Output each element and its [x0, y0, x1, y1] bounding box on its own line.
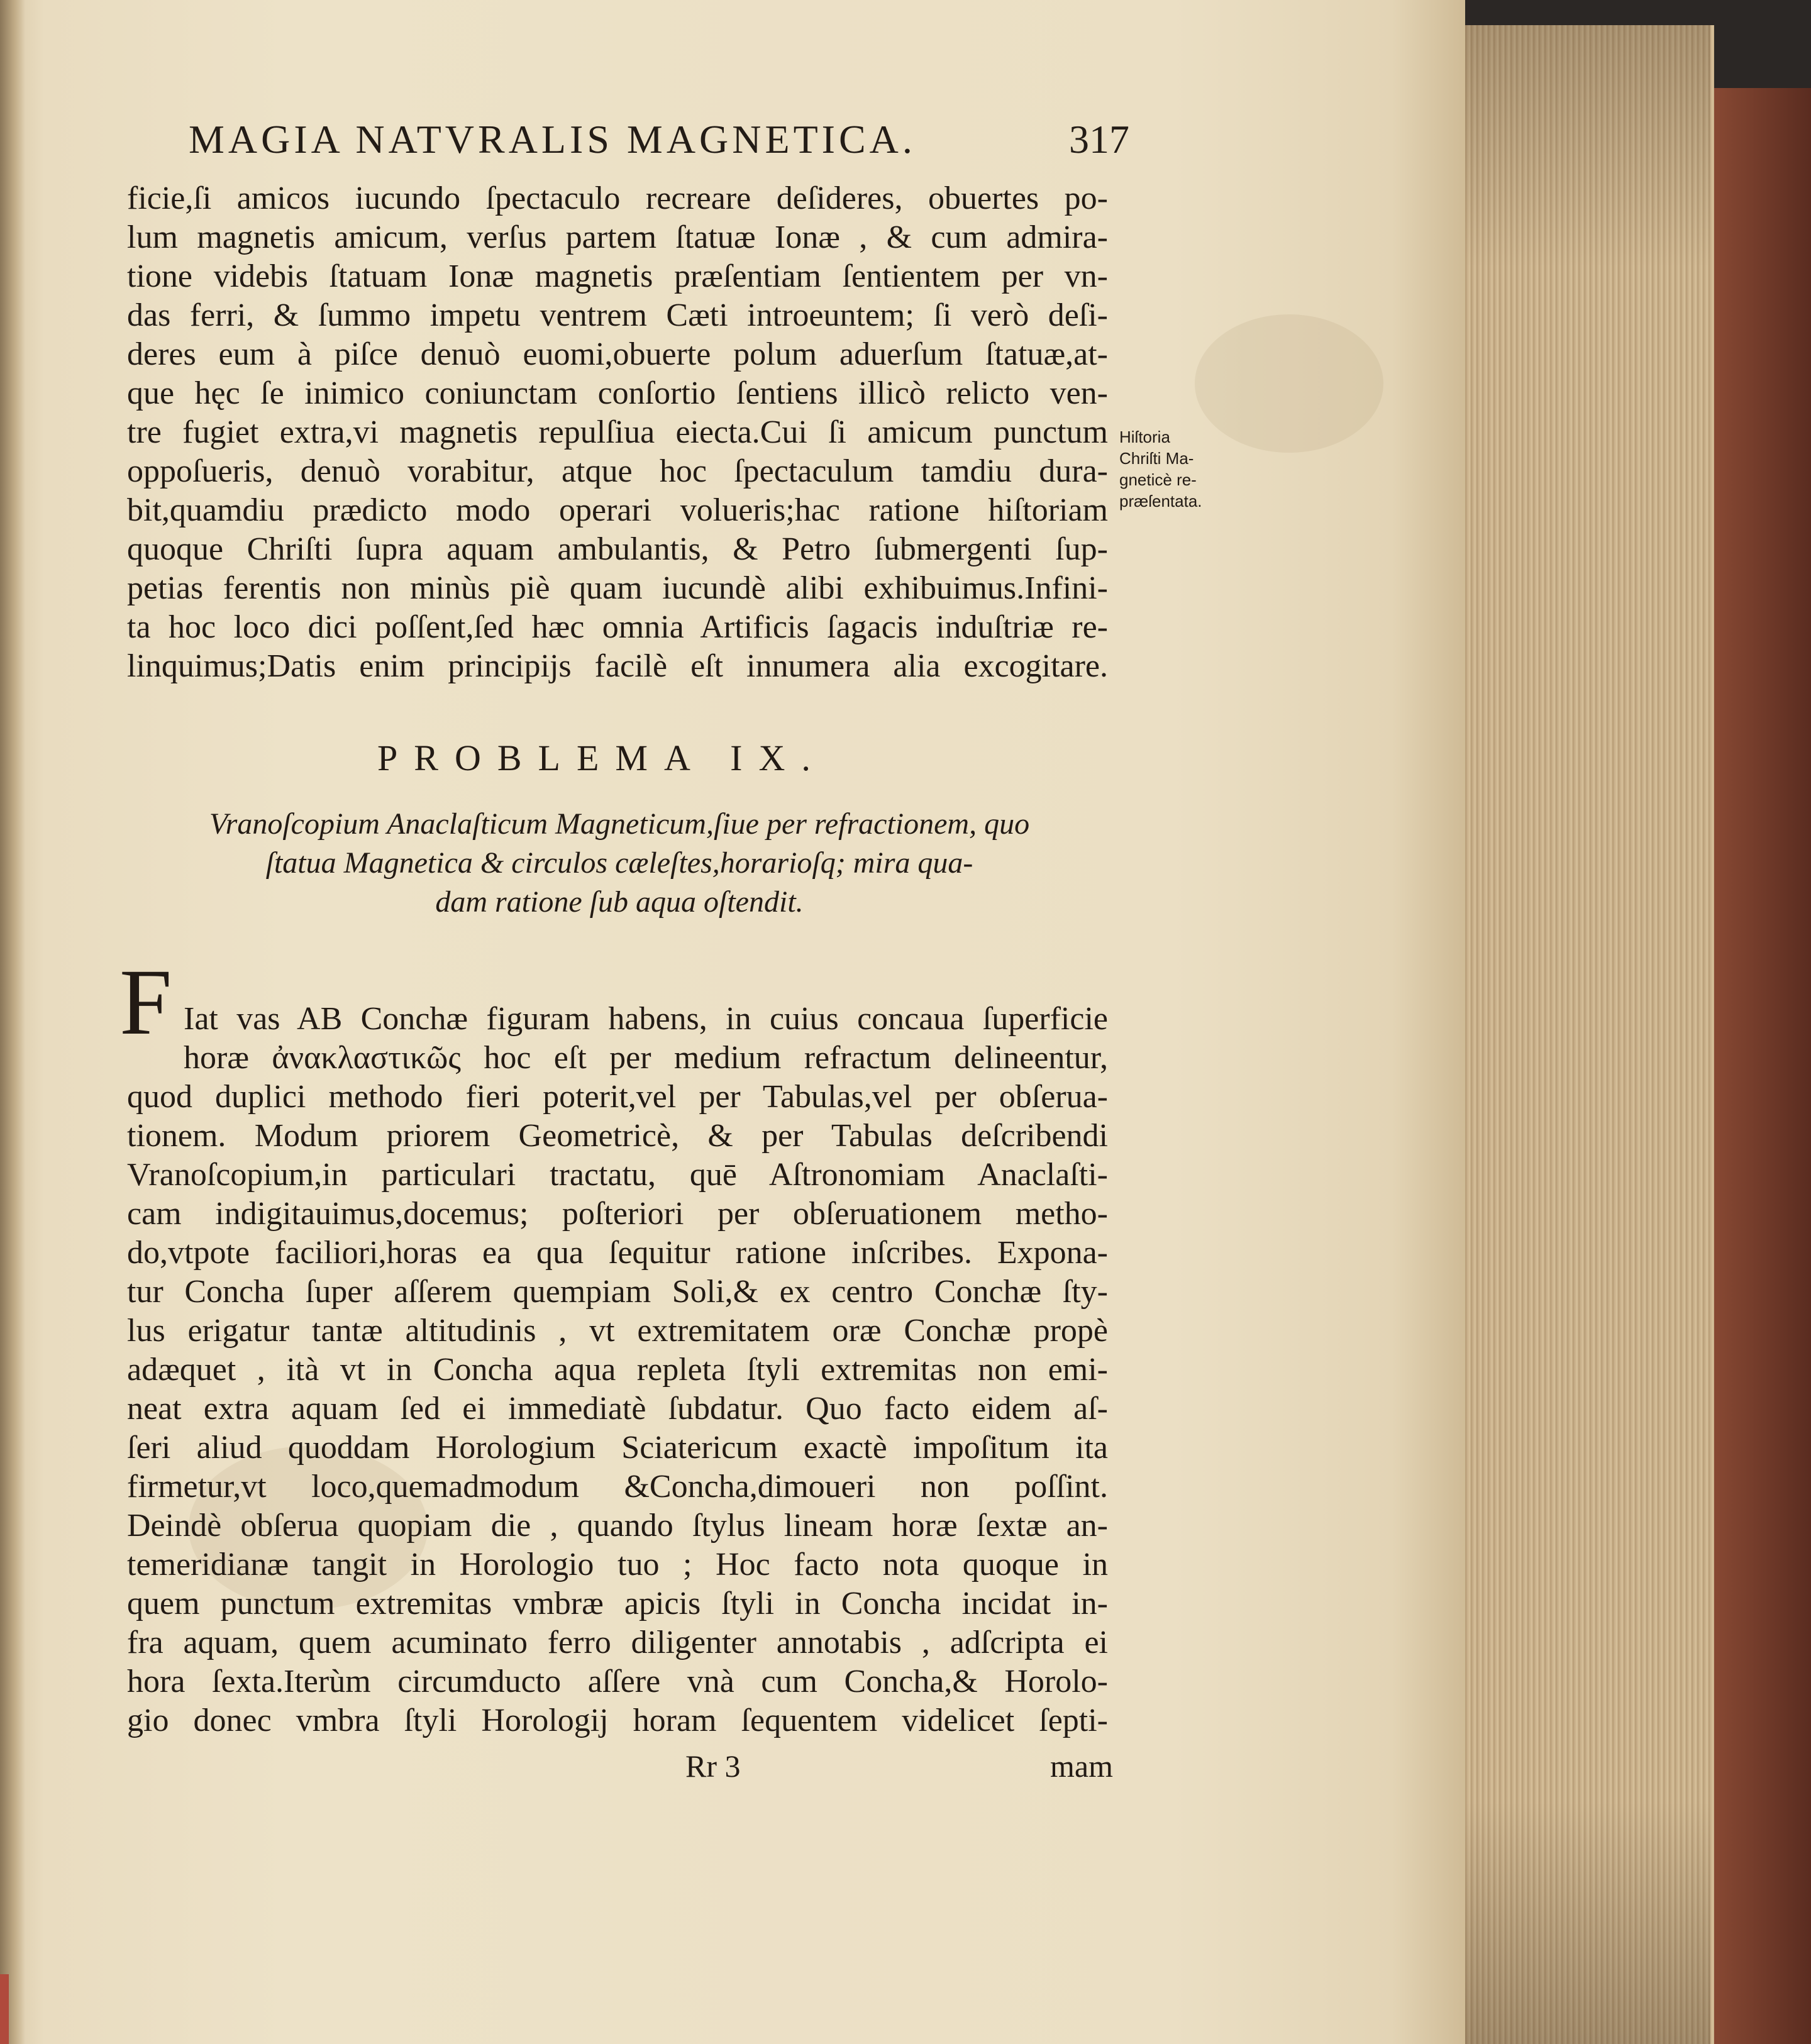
running-title: MAGIA NATVRALIS MAGNETICA.	[189, 117, 916, 162]
text-line: ſeri aliud quoddam Horologium Sciatericum exactè impoſitum ita	[127, 1430, 1108, 1466]
text-line: deres eum à piſce denuò euomi,obuerte polum aduerſum ſtatuæ,at-	[127, 336, 1108, 372]
catchword: mam	[1050, 1748, 1113, 1784]
text-line: temeridianæ tangit in Horologio tuo ; Hoc facto nota quoque in	[127, 1547, 1108, 1583]
text-line: quoque Chriſti ſupra aquam ambulantis, & Petro ſubmergenti ſup-	[127, 531, 1108, 567]
marginal-note-line: Chriſti Ma-	[1119, 449, 1194, 468]
text-line: lum magnetis amicum, verſus partem ſtatuæ Ionæ , & cum admira-	[127, 219, 1108, 255]
text-line: quem punctum extremitas vmbræ apicis ſtyli in Concha incidat in-	[127, 1586, 1108, 1621]
problem-subtitle	[123, 805, 1116, 922]
text-line: gio donec vmbra ſtyli Horologij horam ſequentem videlicet ſepti-	[127, 1703, 1108, 1738]
text-line: linquimus;Datis enim principijs facilè eſt innumera alia excogitare.	[127, 648, 1108, 684]
text-line: do,vtpote faciliori,horas ea qua ſequitur ratione inſcribes. Exponа-	[127, 1235, 1108, 1271]
subtitle-line: ſtatua Magnetica & circulos cæleſtes,horarioſq; mira qua-	[265, 846, 973, 880]
text-line: firmetur,vt loco,quemadmodum &Concha,dimoueri non poſſint.	[127, 1469, 1108, 1505]
text-line: que hęc ſe inimico coniunctam conſortio ſentiens illicò relicto ven-	[127, 375, 1108, 411]
subtitle-line: dam ratione ſub aqua oſtendit.	[435, 885, 804, 919]
body-text-second	[127, 1000, 1108, 1740]
text-line: quod duplici methodo fieri poterit,vel per Tabulas,vel per obſerua-	[127, 1079, 1108, 1115]
text-line: fra aquam, quem acuminato ferro diligenter annotabis , adſcripta ei	[127, 1625, 1108, 1660]
text-line: das ferri, & ſummo impetu ventrem Cæti introeuntem; ſi verò deſi-	[127, 297, 1108, 333]
subtitle-line: Vranoſcopium Anaclaſticum Magneticum,ſiue per refractionem, quo	[209, 807, 1030, 841]
page-footer	[685, 1748, 1126, 1792]
marginal-note-line: præſentata.	[1119, 492, 1202, 511]
text-line: Deindè obſerua quopiam die , quando ſtylus lineam horæ ſextæ an-	[127, 1508, 1108, 1544]
marginal-note	[1119, 426, 1270, 512]
body-text-first	[127, 179, 1108, 686]
text-line: ficie,ſi amicos iucundo ſpectaculo recreare deſideres, obuertes po-	[127, 180, 1108, 216]
text-line: tre fugiet extra,vi magnetis repulſiua eiecta.Cui ſi amicum punctum	[127, 414, 1108, 450]
page-number: 317	[1069, 117, 1129, 162]
text-line: cam indigitauimus,docemus; poſteriori per obſeruationem metho-	[127, 1196, 1108, 1232]
page-gutter	[0, 0, 25, 2044]
text-line: petias ferentis non minùs piè quam iucundè alibi exhibuimus.Infini-	[127, 570, 1108, 606]
page-block-shade	[1453, 25, 1710, 2044]
text-line: neat extra aquam ſed ei immediatè ſubdatur. Quo facto eidem aſ-	[127, 1391, 1108, 1427]
marginal-note-line: gneticè re-	[1119, 470, 1197, 489]
text-line: adæquet , ità vt in Concha aqua repleta ſtyli extremitas non emi-	[127, 1352, 1108, 1388]
text-line: Iat vas AB Conchæ figuram habens, in cuius concaua ſuperficie	[184, 1001, 1108, 1037]
text-line: ta hoc loco dici poſſent,ſed hæc omnia Artificis ſagacis induſtriæ re-	[127, 609, 1108, 645]
marginal-note-line: Hiſtoria	[1119, 428, 1170, 446]
text-line: oppoſueris, denuò vorabitur, atque hoc ſpectaculum tamdiu dura-	[127, 453, 1108, 489]
signature-mark: Rr 3	[685, 1748, 741, 1784]
text-line: tur Concha ſuper aſſerem quempiam Soli,& ex centro Conchæ ſty-	[127, 1274, 1108, 1310]
text-line: bit,quamdiu prædicto modo operari volueris;hac ratione hiſtoriam	[127, 492, 1108, 528]
text-line: Vranoſcopium,in particulari tractatu, quē Aſtronomiam Anaclaſti-	[127, 1157, 1108, 1193]
text-line: tionem. Modum priorem Geometricè, & per Tabulas deſcribendi	[127, 1118, 1108, 1154]
text-line: tione videbis ſtatuam Ionæ magnetis præſentiam ſentientem per vn-	[127, 258, 1108, 294]
drop-cap: F	[119, 950, 172, 1054]
problem-heading: PROBLEMA IX.	[377, 737, 827, 778]
running-header	[189, 116, 1132, 179]
text-line: hora ſexta.Iterùm circumducto aſſere vnà cum Concha,& Horolo-	[127, 1664, 1108, 1699]
text-line: lus erigatur tantæ altitudinis , vt extremitatem oræ Conchæ propè	[127, 1313, 1108, 1349]
red-edge-mark	[0, 1974, 9, 2044]
text-line: horæ ἀνακλαστικῶς hoc eſt per medium refractum delineentur,	[184, 1040, 1108, 1076]
